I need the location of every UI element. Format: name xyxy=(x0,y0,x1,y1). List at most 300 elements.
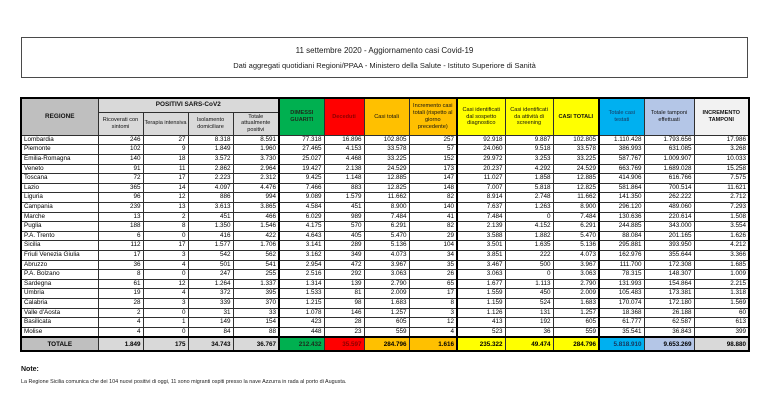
region-name: Molise xyxy=(21,327,98,337)
table-row xyxy=(21,318,749,328)
table-cell: 581.864 xyxy=(599,183,644,193)
table-cell: 131 xyxy=(505,308,553,318)
region-name: Veneto xyxy=(21,164,98,174)
table-cell: 19.427 xyxy=(279,164,324,174)
table-cell: 393.950 xyxy=(644,241,694,251)
column-header-deceduti: Deceduti xyxy=(324,98,364,135)
table-cell: 1.078 xyxy=(279,308,324,318)
table-cell: 2.139 xyxy=(457,222,505,232)
table-cell: 292 xyxy=(324,270,364,280)
table-row xyxy=(21,155,749,165)
total-cell: 284.796 xyxy=(364,337,409,351)
table-cell: 2.790 xyxy=(553,279,599,289)
table-cell: 370 xyxy=(233,298,279,308)
table-cell: 172.308 xyxy=(644,260,694,270)
table-cell: 36 xyxy=(98,260,143,270)
table-cell: 23 xyxy=(324,327,364,337)
note-text: La Regione Sicilia comunica che dei 104 nuovi positivi di oggi, 11 sono migranti ospiti presso la nave Azzurra in rada al porto di Augusta. xyxy=(21,379,347,385)
table-cell: 3.253 xyxy=(505,155,553,165)
table-cell: 3.141 xyxy=(279,241,324,251)
table-cell: 559 xyxy=(364,327,409,337)
table-cell: 1.960 xyxy=(233,145,279,155)
table-cell: 10.033 xyxy=(694,155,749,165)
table-cell: 60 xyxy=(694,308,749,318)
table-cell: 102.805 xyxy=(553,135,599,145)
region-name: Puglia xyxy=(21,222,98,232)
table-cell: 17 xyxy=(98,251,143,261)
region-name: Marche xyxy=(21,212,98,222)
table-cell: 17 xyxy=(409,289,457,299)
table-cell: 1.635 xyxy=(505,241,553,251)
table-cell: 26.188 xyxy=(644,308,694,318)
table-cell: 1.793.656 xyxy=(644,135,694,145)
table-cell: 1.350 xyxy=(188,222,233,232)
total-cell: 98.880 xyxy=(694,337,749,351)
table-cell: 28 xyxy=(324,318,364,328)
table-cell: 65 xyxy=(409,279,457,289)
table-cell: 18 xyxy=(143,155,188,165)
table-cell: 3.467 xyxy=(457,260,505,270)
column-header-incremento-tamponi: INCREMENTO TAMPONI xyxy=(694,98,749,135)
table-cell: 1.159 xyxy=(457,298,505,308)
total-row xyxy=(21,337,749,351)
table-cell: 25.027 xyxy=(279,155,324,165)
table-cell: 523 xyxy=(457,327,505,337)
region-name: Lombardia xyxy=(21,135,98,145)
table-cell: 524 xyxy=(505,298,553,308)
table-row xyxy=(21,251,749,261)
covid-data-table xyxy=(20,97,750,352)
table-row xyxy=(21,203,749,213)
table-cell: 1.113 xyxy=(505,279,553,289)
table-cell: 466 xyxy=(233,212,279,222)
total-cell: 235.322 xyxy=(457,337,505,351)
region-name: Valle d'Aosta xyxy=(21,308,98,318)
table-cell: 289 xyxy=(324,241,364,251)
table-cell: 1.706 xyxy=(233,241,279,251)
table-cell: 372 xyxy=(188,289,233,299)
table-cell: 12.825 xyxy=(364,183,409,193)
column-header-totale-tamponi: Totale tamponi effettuati xyxy=(644,98,694,135)
table-cell: 33.578 xyxy=(553,145,599,155)
table-cell: 339 xyxy=(188,298,233,308)
table-cell: 2 xyxy=(98,308,143,318)
table-cell: 12 xyxy=(409,318,457,328)
table-cell: 139 xyxy=(324,279,364,289)
table-cell: 3.865 xyxy=(233,203,279,213)
table-cell: 11.027 xyxy=(457,174,505,184)
table-cell: 472 xyxy=(324,260,364,270)
table-cell: 4.097 xyxy=(188,183,233,193)
region-name: Friuli Venezia Giulia xyxy=(21,251,98,261)
table-cell: 2.954 xyxy=(279,260,324,270)
table-cell: 3.501 xyxy=(457,241,505,251)
table-cell: 4.292 xyxy=(505,164,553,174)
table-cell: 1.858 xyxy=(505,174,553,184)
table-cell: 7.637 xyxy=(457,203,505,213)
table-cell: 4 xyxy=(409,327,457,337)
table-cell: 104 xyxy=(409,241,457,251)
total-cell: 35.597 xyxy=(324,337,364,351)
total-cell: 284.796 xyxy=(553,337,599,351)
table-cell: 147 xyxy=(409,174,457,184)
table-cell: 91 xyxy=(98,164,143,174)
table-cell: 36 xyxy=(505,327,553,337)
column-header-casi-sospetto-diagnostico: Casi identificati dal sospetto diagnostico xyxy=(457,98,505,135)
table-cell: 3.063 xyxy=(364,270,409,280)
table-cell: 13 xyxy=(143,203,188,213)
table-cell: 33 xyxy=(233,308,279,318)
table-cell: 11.662 xyxy=(364,193,409,203)
table-cell: 2.516 xyxy=(279,270,324,280)
table-row xyxy=(21,308,749,318)
table-cell: 140 xyxy=(98,155,143,165)
table-cell: 2.009 xyxy=(553,289,599,299)
column-header-totale-attualmente-positivi: Totale attualmente positivi xyxy=(233,112,279,135)
table-cell: 1.579 xyxy=(324,193,364,203)
table-cell: 257 xyxy=(409,135,457,145)
table-cell: 296.120 xyxy=(599,203,644,213)
table-cell: 12.885 xyxy=(364,174,409,184)
column-header-casi-totali: Casi totali xyxy=(364,98,409,135)
table-cell: 201.165 xyxy=(644,231,694,241)
table-cell: 559 xyxy=(553,327,599,337)
table-cell: 2.790 xyxy=(364,279,409,289)
table-cell: 386.993 xyxy=(599,145,644,155)
region-name: Sicilia xyxy=(21,241,98,251)
table-cell: 36.843 xyxy=(644,327,694,337)
region-name: P.A. Trento xyxy=(21,231,98,241)
table-row xyxy=(21,183,749,193)
table-cell: 8.318 xyxy=(188,135,233,145)
table-cell: 1.559 xyxy=(457,289,505,299)
table-cell: 343.000 xyxy=(644,222,694,232)
table-cell: 9.425 xyxy=(279,174,324,184)
table-cell: 8 xyxy=(409,298,457,308)
table-cell: 501 xyxy=(188,260,233,270)
table-cell: 541 xyxy=(233,260,279,270)
table-cell: 613 xyxy=(694,318,749,328)
table-cell: 4.643 xyxy=(279,231,324,241)
table-cell: 102.805 xyxy=(364,135,409,145)
table-cell: 111.700 xyxy=(599,260,644,270)
table-cell: 448 xyxy=(279,327,324,337)
table-cell: 131.993 xyxy=(599,279,644,289)
table-cell: 4 xyxy=(143,260,188,270)
table-footer xyxy=(21,337,749,351)
table-cell: 1.508 xyxy=(694,212,749,222)
table-cell: 605 xyxy=(364,318,409,328)
table-cell: 1.009.907 xyxy=(644,155,694,165)
table-cell: 1.257 xyxy=(364,308,409,318)
table-cell: 3.613 xyxy=(188,203,233,213)
table-cell: 28 xyxy=(98,298,143,308)
table-cell: 994 xyxy=(233,193,279,203)
table-cell: 105.483 xyxy=(599,289,644,299)
total-label: TOTALE xyxy=(21,337,98,351)
table-cell: 395 xyxy=(233,289,279,299)
table-row xyxy=(21,260,749,270)
total-cell: 175 xyxy=(143,337,188,351)
table-cell: 239 xyxy=(98,203,143,213)
table-cell: 146 xyxy=(324,308,364,318)
table-cell: 34 xyxy=(409,251,457,261)
table-cell: 14 xyxy=(143,183,188,193)
table-row xyxy=(21,289,749,299)
table-cell: 3.967 xyxy=(553,260,599,270)
region-name: Calabria xyxy=(21,298,98,308)
table-cell: 112 xyxy=(98,241,143,251)
table-cell: 7.007 xyxy=(457,183,505,193)
table-cell: 9.089 xyxy=(279,193,324,203)
table-cell: 98 xyxy=(324,298,364,308)
table-cell: 154.864 xyxy=(644,279,694,289)
table-cell: 562 xyxy=(233,251,279,261)
region-name: Toscana xyxy=(21,174,98,184)
table-cell: 29.972 xyxy=(457,155,505,165)
table-cell: 12.825 xyxy=(553,183,599,193)
table-cell: 1.009 xyxy=(694,270,749,280)
table-cell: 88.084 xyxy=(599,231,644,241)
table-cell: 4.212 xyxy=(694,241,749,251)
table-cell: 1.257 xyxy=(553,308,599,318)
table-cell: 247 xyxy=(188,270,233,280)
table-cell: 192 xyxy=(505,318,553,328)
total-cell: 36.767 xyxy=(233,337,279,351)
table-cell: 26 xyxy=(409,270,457,280)
table-cell: 20.237 xyxy=(457,164,505,174)
table-row xyxy=(21,270,749,280)
table-cell: 6.029 xyxy=(279,212,324,222)
table-cell: 3.162 xyxy=(279,251,324,261)
table-cell: 3.730 xyxy=(233,155,279,165)
table-cell: 7.484 xyxy=(553,212,599,222)
table-row xyxy=(21,327,749,337)
table-cell: 19 xyxy=(98,289,143,299)
table-cell: 1.264 xyxy=(188,279,233,289)
table-row xyxy=(21,212,749,222)
table-row xyxy=(21,193,749,203)
table-cell: 349 xyxy=(324,251,364,261)
table-cell: 2.748 xyxy=(505,193,553,203)
table-cell: 1.148 xyxy=(324,174,364,184)
table-row xyxy=(21,222,749,232)
table-cell: 1.882 xyxy=(505,231,553,241)
table-cell: 102 xyxy=(98,145,143,155)
table-cell: 1.263 xyxy=(505,203,553,213)
table-cell: 24.529 xyxy=(553,164,599,174)
table-cell: 0 xyxy=(143,327,188,337)
region-name: Piemonte xyxy=(21,145,98,155)
table-cell: 29 xyxy=(409,231,457,241)
table-header xyxy=(21,98,749,135)
table-cell: 222 xyxy=(505,251,553,261)
table-cell: 4.153 xyxy=(324,145,364,155)
table-cell: 78.315 xyxy=(599,270,644,280)
table-cell: 149 xyxy=(188,318,233,328)
table-cell: 3.967 xyxy=(364,260,409,270)
table-cell: 450 xyxy=(505,289,553,299)
table-cell: 616.766 xyxy=(644,174,694,184)
table-cell: 12 xyxy=(143,193,188,203)
column-header-casi-screening: Casi identificati da attività di screening xyxy=(505,98,553,135)
table-cell: 0 xyxy=(143,270,188,280)
table-cell: 13 xyxy=(98,212,143,222)
table-cell: 1.577 xyxy=(188,241,233,251)
table-cell: 4 xyxy=(143,289,188,299)
table-row xyxy=(21,241,749,251)
report-title-box xyxy=(21,37,748,78)
table-cell: 6.291 xyxy=(364,222,409,232)
table-cell: 27.465 xyxy=(279,145,324,155)
table-cell: 1.677 xyxy=(457,279,505,289)
table-cell: 33.225 xyxy=(364,155,409,165)
region-name: Sardegna xyxy=(21,279,98,289)
table-body xyxy=(21,135,749,337)
table-cell: 2.712 xyxy=(694,193,749,203)
total-cell: 5.818.910 xyxy=(599,337,644,351)
table-cell: 82 xyxy=(409,193,457,203)
table-cell: 141.350 xyxy=(599,193,644,203)
table-cell: 35 xyxy=(409,260,457,270)
table-cell: 631.085 xyxy=(644,145,694,155)
region-name: Basilicata xyxy=(21,318,98,328)
table-cell: 9.887 xyxy=(505,135,553,145)
table-cell: 489.060 xyxy=(644,203,694,213)
table-cell: 4.152 xyxy=(505,222,553,232)
table-cell: 173 xyxy=(409,164,457,174)
column-header-regione: REGIONE xyxy=(21,98,98,135)
table-cell: 2.862 xyxy=(188,164,233,174)
table-cell: 1.683 xyxy=(364,298,409,308)
table-cell: 220.614 xyxy=(644,212,694,222)
report-title: 11 settembre 2020 - Aggiornamento casi Covid-19 xyxy=(295,45,474,55)
table-cell: 81 xyxy=(324,289,364,299)
table-cell: 1 xyxy=(143,318,188,328)
table-row xyxy=(21,279,749,289)
table-cell: 152 xyxy=(409,155,457,165)
table-cell: 4 xyxy=(98,327,143,337)
table-cell: 1.533 xyxy=(279,289,324,299)
table-cell: 1.314 xyxy=(279,279,324,289)
table-cell: 3.851 xyxy=(457,251,505,261)
table-cell: 365 xyxy=(98,183,143,193)
total-cell: 49.474 xyxy=(505,337,553,351)
table-cell: 16.896 xyxy=(324,135,364,145)
table-cell: 170.074 xyxy=(599,298,644,308)
table-cell: 886 xyxy=(188,193,233,203)
table-cell: 605 xyxy=(553,318,599,328)
table-cell: 8.591 xyxy=(233,135,279,145)
table-cell: 1.626 xyxy=(694,231,749,241)
table-cell: 172.180 xyxy=(644,298,694,308)
table-cell: 1.685 xyxy=(694,260,749,270)
table-cell: 2 xyxy=(143,212,188,222)
table-cell: 3 xyxy=(143,251,188,261)
table-cell: 5.136 xyxy=(364,241,409,251)
table-cell: 413 xyxy=(457,318,505,328)
table-row xyxy=(21,164,749,174)
table-cell: 423 xyxy=(279,318,324,328)
table-cell: 27 xyxy=(143,135,188,145)
table-cell: 72 xyxy=(98,174,143,184)
column-group-positivi-sars-cov2: POSITIVI SARS-CoV2 xyxy=(98,98,279,112)
table-cell: 4.175 xyxy=(279,222,324,232)
table-cell: 61 xyxy=(98,279,143,289)
table-cell: 500 xyxy=(505,260,553,270)
region-name: Abruzzo xyxy=(21,260,98,270)
table-cell: 4.073 xyxy=(364,251,409,261)
table-cell: 3 xyxy=(143,298,188,308)
table-cell: 2.138 xyxy=(324,164,364,174)
table-row xyxy=(21,231,749,241)
table-cell: 96 xyxy=(98,193,143,203)
table-cell: 18.368 xyxy=(599,308,644,318)
table-cell: 1.337 xyxy=(233,279,279,289)
table-cell: 6.291 xyxy=(553,222,599,232)
table-cell: 5.470 xyxy=(553,231,599,241)
table-cell: 162.976 xyxy=(599,251,644,261)
table-cell: 33.225 xyxy=(553,155,599,165)
table-cell: 11.621 xyxy=(694,183,749,193)
table-row xyxy=(21,298,749,308)
table-cell: 31 xyxy=(188,308,233,318)
table-cell: 405 xyxy=(324,231,364,241)
table-cell: 1.110.428 xyxy=(599,135,644,145)
table-cell: 8 xyxy=(143,222,188,232)
column-header-terapia-intensiva: Terapia intensiva xyxy=(143,112,188,135)
table-cell: 1.689.028 xyxy=(644,164,694,174)
column-header-totale-casi-testati: Totale casi testati xyxy=(599,98,644,135)
table-cell: 35.541 xyxy=(599,327,644,337)
table-cell: 542 xyxy=(188,251,233,261)
table-cell: 7.484 xyxy=(364,212,409,222)
table-cell: 3.366 xyxy=(694,251,749,261)
table-cell: 4.476 xyxy=(233,183,279,193)
table-cell: 92.918 xyxy=(457,135,505,145)
table-cell: 700.514 xyxy=(644,183,694,193)
table-cell: 1.546 xyxy=(233,222,279,232)
table-cell: 0 xyxy=(143,231,188,241)
table-cell: 6 xyxy=(98,231,143,241)
table-cell: 173.381 xyxy=(644,289,694,299)
table-cell: 61.777 xyxy=(599,318,644,328)
note-title: Note: xyxy=(21,366,39,373)
table-cell: 422 xyxy=(233,231,279,241)
table-cell: 4.073 xyxy=(553,251,599,261)
region-name: Lazio xyxy=(21,183,98,193)
table-cell: 8.900 xyxy=(553,203,599,213)
table-cell: 1.126 xyxy=(457,308,505,318)
table-cell: 1.318 xyxy=(694,289,749,299)
region-name: Umbria xyxy=(21,289,98,299)
table-cell: 451 xyxy=(188,212,233,222)
region-name: Campania xyxy=(21,203,98,213)
table-cell: 3.572 xyxy=(188,155,233,165)
table-cell: 11 xyxy=(143,164,188,174)
table-cell: 0 xyxy=(505,270,553,280)
table-cell: 62.587 xyxy=(644,318,694,328)
total-cell: 1.616 xyxy=(409,337,457,351)
table-cell: 7.293 xyxy=(694,203,749,213)
table-cell: 2.312 xyxy=(233,174,279,184)
table-cell: 1.849 xyxy=(188,145,233,155)
table-cell: 3.063 xyxy=(457,270,505,280)
table-cell: 0 xyxy=(143,308,188,318)
table-cell: 2.215 xyxy=(694,279,749,289)
table-cell: 24.529 xyxy=(364,164,409,174)
table-cell: 2.009 xyxy=(364,289,409,299)
